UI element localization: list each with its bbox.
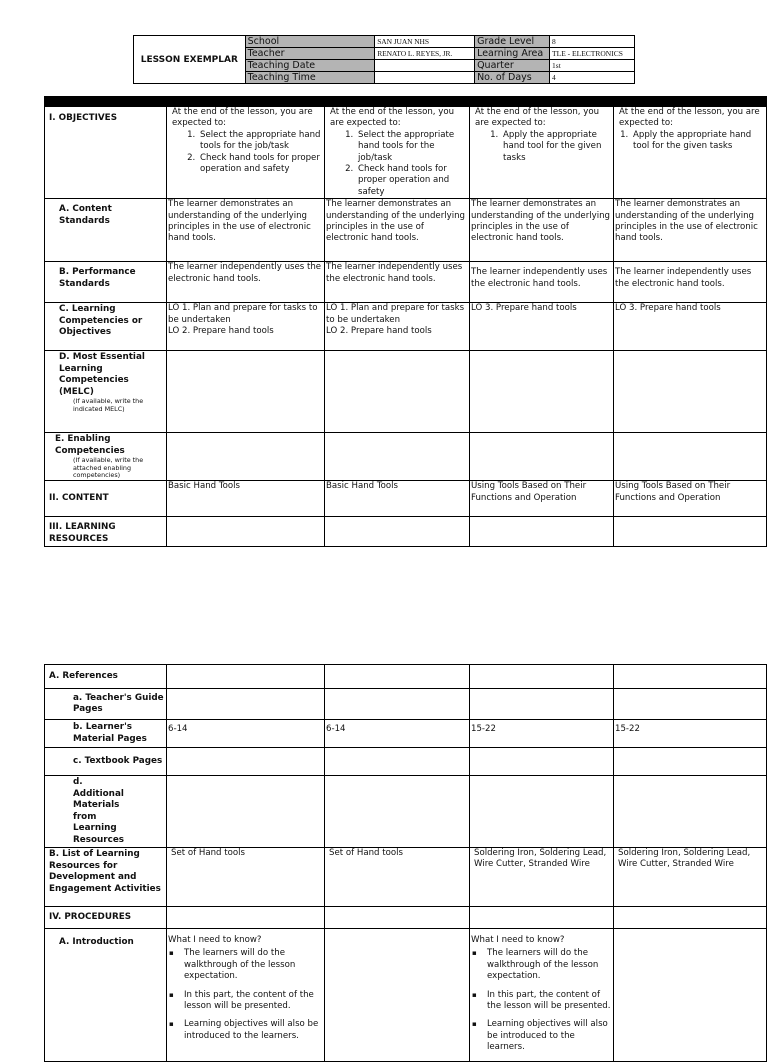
content-day1: Basic Hand Tools (167, 481, 325, 517)
teaching-date-label: Teaching Date (245, 60, 375, 72)
teaching-time-label: Teaching Time (245, 72, 375, 84)
melc-label (45, 351, 167, 433)
objectives-day1 (167, 107, 325, 199)
teacher-label: Teacher (245, 48, 375, 60)
quarter-label: Quarter (475, 60, 550, 72)
enabling-day3 (470, 433, 614, 481)
lm-pages-day3: 15-22 (470, 720, 614, 748)
enabling-note: (If available, write the attached enabling competencies) (73, 456, 144, 480)
objective-item: 2. Check hand tools for proper operation and safety (198, 153, 323, 176)
competencies-day1 (167, 303, 325, 351)
learning-area-label: Learning Area (475, 48, 550, 60)
competency-lo1: LO 1. Plan and prepare for tasks to be undertaken (168, 303, 318, 325)
content-standards-day3: The learner demonstrates an understanding of the underlying principles in the use of electronic hand tools. (470, 199, 614, 262)
lm-pages-day2: 6-14 (325, 720, 470, 748)
introduction-heading: What I need to know? (471, 935, 565, 945)
content-standards-row (45, 199, 767, 262)
school-label: School (245, 36, 375, 48)
objective-item: 1. Apply the appropriate hand tool for the given tasks (631, 130, 765, 153)
no-of-days-value: 4 (550, 72, 635, 84)
performance-standards-day4: The learner independently uses the electronic hand tools. (614, 262, 767, 303)
resources-day1 (167, 517, 325, 547)
objective-item: 2. Check hand tools for proper operation and safety (356, 164, 468, 198)
performance-standards-day1: The learner independently uses the electronic hand tools. (167, 262, 325, 303)
enabling-day1 (167, 433, 325, 481)
list-resources-row (45, 848, 767, 907)
list-resources-label: B. List of Learning Resources for Development and Engagement Activities (45, 848, 167, 907)
melc-day2 (325, 351, 470, 433)
melc-day3 (470, 351, 614, 433)
enabling-competencies-row (45, 433, 767, 481)
content-day3: Using Tools Based on Their Functions and Operation (470, 481, 614, 517)
objectives-intro: At the end of the lesson, you are expected to: (475, 107, 600, 129)
introduction-heading: What I need to know? (168, 935, 262, 945)
lesson-exemplar-title: LESSON EXEMPLAR (134, 36, 246, 84)
objectives-day4 (614, 107, 767, 199)
objective-item: 1. Select the appropriate hand tools for the job/task (356, 130, 468, 164)
no-of-days-label: No. of Days (475, 72, 550, 84)
learning-resources-label: III. LEARNING RESOURCES (45, 517, 167, 547)
performance-standards-day2: The learner independently uses the electronic hand tools. (325, 262, 470, 303)
content-standards-day1: The learner demonstrates an understanding of the underlying principles in the use of electronic hand tools. (167, 199, 325, 262)
competency-lo1: LO 1. Plan and prepare for tasks to be undertaken (326, 303, 465, 325)
learning-competencies-row (45, 303, 767, 351)
lesson-plan-table-top (44, 96, 767, 547)
enabling-day2 (325, 433, 470, 481)
objective-item: 1. Select the appropriate hand tools for the job/task (198, 130, 323, 153)
teachers-guide-row (45, 689, 767, 720)
procedures-label: IV. PROCEDURES (45, 907, 167, 929)
objectives-intro: At the end of the lesson, you are expected to: (619, 107, 760, 129)
introduction-bullet: ▪ The learners will do the walkthrough of the lesson expectation. (168, 948, 323, 982)
teaching-time-value (375, 72, 475, 84)
content-row (45, 481, 767, 517)
competencies-day4: LO 3. Prepare hand tools (614, 303, 767, 351)
introduction-bullet: ▪ In this part, the content of the lesson will be presented. (471, 990, 612, 1013)
content-label: II. CONTENT (45, 481, 167, 517)
learners-material-label: b. Learner's Material Pages (45, 720, 167, 748)
introduction-day3 (470, 929, 614, 1062)
school-value: SAN JUAN NHS (375, 36, 475, 48)
lesson-header-table (133, 35, 635, 84)
objective-item: 1. Apply the appropriate hand tool for the given tasks (501, 130, 612, 164)
references-label: A. References (45, 665, 167, 689)
enabling-day4 (614, 433, 767, 481)
competencies-day3: LO 3. Prepare hand tools (470, 303, 614, 351)
objectives-row (45, 107, 767, 199)
melc-day4 (614, 351, 767, 433)
lm-pages-day1: 6-14 (167, 720, 325, 748)
competency-lo2: LO 2. Prepare hand tools (326, 326, 432, 337)
introduction-bullet: ▪ In this part, the content of the lesson will be presented. (168, 990, 323, 1013)
content-standards-label: A. Content Standards (45, 199, 167, 262)
introduction-day1 (167, 929, 325, 1062)
objectives-day2 (325, 107, 470, 199)
additional-materials-label: d. Additional Materials from Learning Resources (45, 776, 167, 848)
list-resources-day2: Set of Hand tools (325, 848, 470, 907)
list-resources-day1: Set of Hand tools (167, 848, 325, 907)
learning-resources-row (45, 517, 767, 547)
content-day2: Basic Hand Tools (325, 481, 470, 517)
lesson-plan-table-bottom (44, 664, 767, 1062)
resources-day3 (470, 517, 614, 547)
grade-level-value: 8 (550, 36, 635, 48)
learning-area-value: TLE - ELECTRONICS (550, 48, 635, 60)
enabling-competencies-label (45, 433, 167, 481)
grade-level-label: Grade Level (475, 36, 550, 48)
objectives-intro: At the end of the lesson, you are expected to: (172, 107, 313, 129)
objectives-intro: At the end of the lesson, you are expected to: (330, 107, 455, 129)
objectives-day3 (470, 107, 614, 199)
quarter-value: 1st (550, 60, 635, 72)
list-resources-day4: Soldering Iron, Soldering Lead, Wire Cutter, Stranded Wire (614, 848, 767, 907)
introduction-day2 (325, 929, 470, 1062)
introduction-bullet: ▪ The learners will do the walkthrough of the lesson expectation. (471, 948, 612, 982)
melc-title: D. Most Essential Learning Competencies (MELC) (59, 352, 145, 397)
additional-materials-row (45, 776, 767, 848)
textbook-label: c. Textbook Pages (45, 748, 167, 776)
learners-material-row (45, 720, 767, 748)
resources-day4 (614, 517, 767, 547)
introduction-bullet: ▪ Learning objectives will also be introduced to the learners. (168, 1019, 323, 1042)
content-day4: Using Tools Based on Their Functions and Operation (614, 481, 767, 517)
objectives-label: I. OBJECTIVES (45, 107, 167, 199)
competencies-day2 (325, 303, 470, 351)
introduction-bullet: ▪ Learning objectives will also be introduced to the learners. (471, 1019, 612, 1053)
header-black-bar (45, 97, 767, 107)
introduction-day4 (614, 929, 767, 1062)
melc-note: (If available, write the indicated MELC) (73, 397, 144, 413)
procedures-row (45, 907, 767, 929)
teachers-guide-label: a. Teacher's Guide Pages (45, 689, 167, 720)
performance-standards-label: B. Performance Standards (45, 262, 167, 303)
learning-competencies-label: C. Learning Competencies or Objectives (45, 303, 167, 351)
melc-day1 (167, 351, 325, 433)
performance-standards-row (45, 262, 767, 303)
resources-day2 (325, 517, 470, 547)
enabling-title: E. Enabling Competencies (55, 434, 125, 456)
textbook-row (45, 748, 767, 776)
teacher-value: RENATO L. REYES, JR. (375, 48, 475, 60)
content-standards-day2: The learner demonstrates an understanding of the underlying principles in the use of electronic hand tools. (325, 199, 470, 262)
melc-row (45, 351, 767, 433)
performance-standards-day3: The learner independently uses the electronic hand tools. (470, 262, 614, 303)
introduction-row (45, 929, 767, 1062)
content-standards-day4: The learner demonstrates an understanding of the underlying principles in the use of electronic hand tools. (614, 199, 767, 262)
list-resources-day3: Soldering Iron, Soldering Lead, Wire Cutter, Stranded Wire (470, 848, 614, 907)
references-row (45, 665, 767, 689)
teaching-date-value (375, 60, 475, 72)
introduction-label: A. Introduction (45, 929, 167, 1062)
competency-lo2: LO 2. Prepare hand tools (168, 326, 274, 337)
lm-pages-day4: 15-22 (614, 720, 767, 748)
